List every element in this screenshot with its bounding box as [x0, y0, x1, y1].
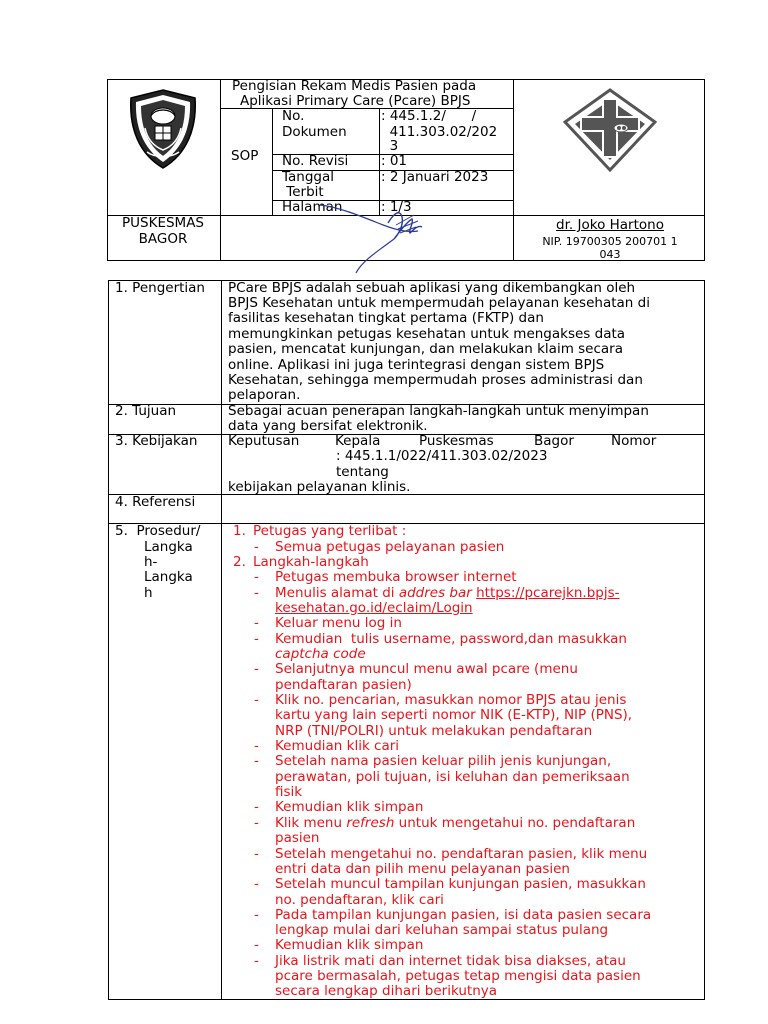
step-text: perawatan, poli tujuan, isi keluhan dan pemeriksaan: [275, 769, 630, 785]
no-dokumen-label-2: Dokumen: [282, 124, 347, 140]
step-text: pcare bermasalah, petugas tetap mengisi data pasien: [275, 968, 641, 984]
halaman-value: : 1/3: [381, 199, 412, 215]
step-text: kartu yang lain seperti nomor NIK (E-KTP), NIP (PNS),: [275, 707, 633, 723]
list-dash: -: [254, 953, 259, 969]
step-text: fisik: [275, 784, 303, 800]
step-text: Menulis alamat di addres bar https://pcarejkn.bpjs-: [275, 585, 620, 601]
list-dash: -: [254, 753, 259, 769]
step-text: Selanjutnya muncul menu awal pcare (menu: [275, 661, 578, 677]
regional-emblem-icon: [125, 88, 201, 170]
pcare-login-link[interactable]: https://pcarejkn.bpjs-: [476, 585, 620, 601]
step-text: Kemudian klik simpan: [275, 799, 424, 815]
signature-icon: [318, 195, 438, 275]
step-text: secara lengkap dihari berikutnya: [275, 983, 498, 999]
list-dash: -: [254, 815, 259, 831]
list-item: Semua petugas pelayanan pasien: [275, 539, 505, 555]
prosedur-label-3: h-: [144, 554, 158, 570]
step-text: entri data dan pilih menu pelayanan pasien: [275, 861, 570, 877]
tujuan-label: 2. Tujuan: [115, 403, 177, 419]
list-dash: -: [254, 907, 259, 923]
list-dash: -: [254, 585, 259, 601]
pengertian-line: PCare BPJS adalah sebuah aplikasi yang dikembangkan oleh: [228, 280, 636, 296]
step-text: Setelah muncul tampilan kunjungan pasien, masukkan: [275, 876, 646, 892]
list-dash: -: [254, 876, 259, 892]
pengertian-line: BPJS Kesehatan untuk mempermudah pelayanan kesehatan di: [228, 295, 650, 311]
pengertian-line: fasilitas kesehatan tingkat pertama (FKTP) dan: [228, 310, 544, 326]
list-item: Langkah-langkah: [253, 554, 369, 570]
no-dokumen-value: : 445.1.2/ /: [381, 108, 477, 124]
no-dokumen-value-2: 411.303.02/202: [381, 124, 498, 140]
pengertian-line: Kesehatan, sehingga mempermudah proses administrasi dan: [228, 372, 643, 388]
kebijakan-tentang: tentang: [336, 464, 389, 480]
referensi-label: 4. Referensi: [115, 494, 196, 510]
pengertian-label: 1. Pengertian: [115, 280, 205, 296]
step-text: Petugas membuka browser internet: [275, 569, 517, 585]
step-text: Pada tampilan kunjungan pasien, isi data pasien secara: [275, 907, 652, 923]
signer-name: dr. Joko Hartono: [556, 217, 664, 233]
prosedur-label-cell: [109, 524, 222, 1000]
tanggal-terbit-value: : 2 Januari 2023: [381, 169, 489, 185]
sop-title-line-2: Aplikasi Primary Care (Pcare) BPJS: [240, 93, 471, 109]
org-name-line-1: PUSKESMAS: [122, 215, 204, 231]
puskesmas-logo-icon: [563, 88, 657, 172]
referensi-content-cell: [222, 495, 705, 524]
list-dash: -: [254, 846, 259, 862]
list-dash: -: [254, 738, 259, 754]
halaman-label: Halaman: [282, 199, 343, 215]
pengertian-line: online. Aplikasi ini juga terintegrasi dengan sistem BPJS: [228, 357, 605, 373]
prosedur-label-2: Langka: [144, 539, 193, 555]
org-name-line-2: BAGOR: [138, 231, 188, 247]
sop-title-line-1: Pengisian Rekam Medis Pasien pada: [232, 78, 477, 94]
step-text: Keluar menu log in: [275, 615, 402, 631]
kebijakan-word: Bagor: [534, 433, 574, 449]
step-text: Setelah nama pasien keluar pilih jenis kunjungan,: [275, 753, 612, 769]
no-revisi-value: : 01: [381, 153, 408, 169]
kebijakan-word: Nomor: [611, 433, 657, 449]
list-number: 2.: [233, 554, 246, 570]
list-dash: -: [254, 615, 259, 631]
step-text: Kemudian klik cari: [275, 738, 400, 754]
kebijakan-number: : 445.1.1/022/411.303.02/2023: [336, 448, 548, 464]
pengertian-line: pasien, mencatat kunjungan, dan melakukan klaim secara: [228, 341, 624, 357]
list-dash: -: [254, 661, 259, 677]
tujuan-line: Sebagai acuan penerapan langkah-langkah untuk menyimpan: [228, 403, 649, 419]
step-text: pendaftaran pasien): [275, 677, 412, 693]
step-text: Setelah mengetahui no. pendaftaran pasien, klik menu: [275, 846, 648, 862]
step-text: Klik menu refresh untuk mengetahui no. pendaftaran: [275, 815, 636, 831]
tanggal-terbit-label: Tanggal: [282, 169, 335, 185]
no-dokumen-value-3: 3: [381, 138, 399, 154]
signer-nip: NIP. 19700305 200701 1 043: [542, 235, 678, 261]
step-text: NRP (TNI/POLRI) untuk melakukan pendaftaran: [275, 723, 593, 739]
pengertian-line: memungkinkan petugas kesehatan untuk mengakses data: [228, 326, 626, 342]
step-text: Jika listrik mati dan internet tidak bisa diakses, atau: [275, 953, 626, 969]
step-text: pasien: [275, 830, 320, 846]
step-text: Kemudian tulis username, password,dan masukkan: [275, 631, 627, 647]
list-dash: -: [254, 631, 259, 647]
pengertian-label-cell: [109, 281, 222, 405]
list-dash: -: [254, 692, 259, 708]
no-revisi-label: No. Revisi: [282, 153, 349, 169]
list-item: Petugas yang terlibat :: [253, 523, 407, 539]
step-text: captcha code: [275, 646, 366, 662]
tanggal-terbit-label-2: Terbit: [282, 184, 324, 200]
step-text: lengkap mulai dari keluhan sampai status pulang: [275, 922, 609, 938]
list-dash: -: [254, 937, 259, 953]
kebijakan-title: kebijakan pelayanan klinis.: [228, 479, 411, 495]
tujuan-line: data yang bersifat elektronik.: [228, 418, 428, 434]
step-text: Kemudian klik simpan: [275, 937, 424, 953]
list-number: 1.: [233, 523, 246, 539]
list-dash: -: [254, 569, 259, 585]
step-text: Klik no. pencarian, masukkan nomor BPJS atau jenis: [275, 692, 627, 708]
sop-label: SOP: [231, 148, 259, 164]
step-text: no. pendaftaran, klik cari: [275, 892, 444, 908]
prosedur-label-4: Langka: [144, 569, 193, 585]
kebijakan-word: Kepala: [335, 433, 381, 449]
no-dokumen-label: No.: [282, 108, 305, 124]
kebijakan-word: Keputusan: [228, 433, 300, 449]
kebijakan-word: Puskesmas: [419, 433, 494, 449]
pengertian-line: pelaporan.: [228, 387, 301, 403]
prosedur-label: 5. Prosedur/: [115, 523, 201, 539]
list-dash: -: [254, 799, 259, 815]
list-dash: -: [254, 539, 259, 555]
kebijakan-label: 3. Kebijakan: [115, 433, 198, 449]
pcare-login-link-2[interactable]: kesehatan.go.id/eclaim/Login: [275, 600, 473, 616]
prosedur-label-5: h: [144, 585, 153, 601]
